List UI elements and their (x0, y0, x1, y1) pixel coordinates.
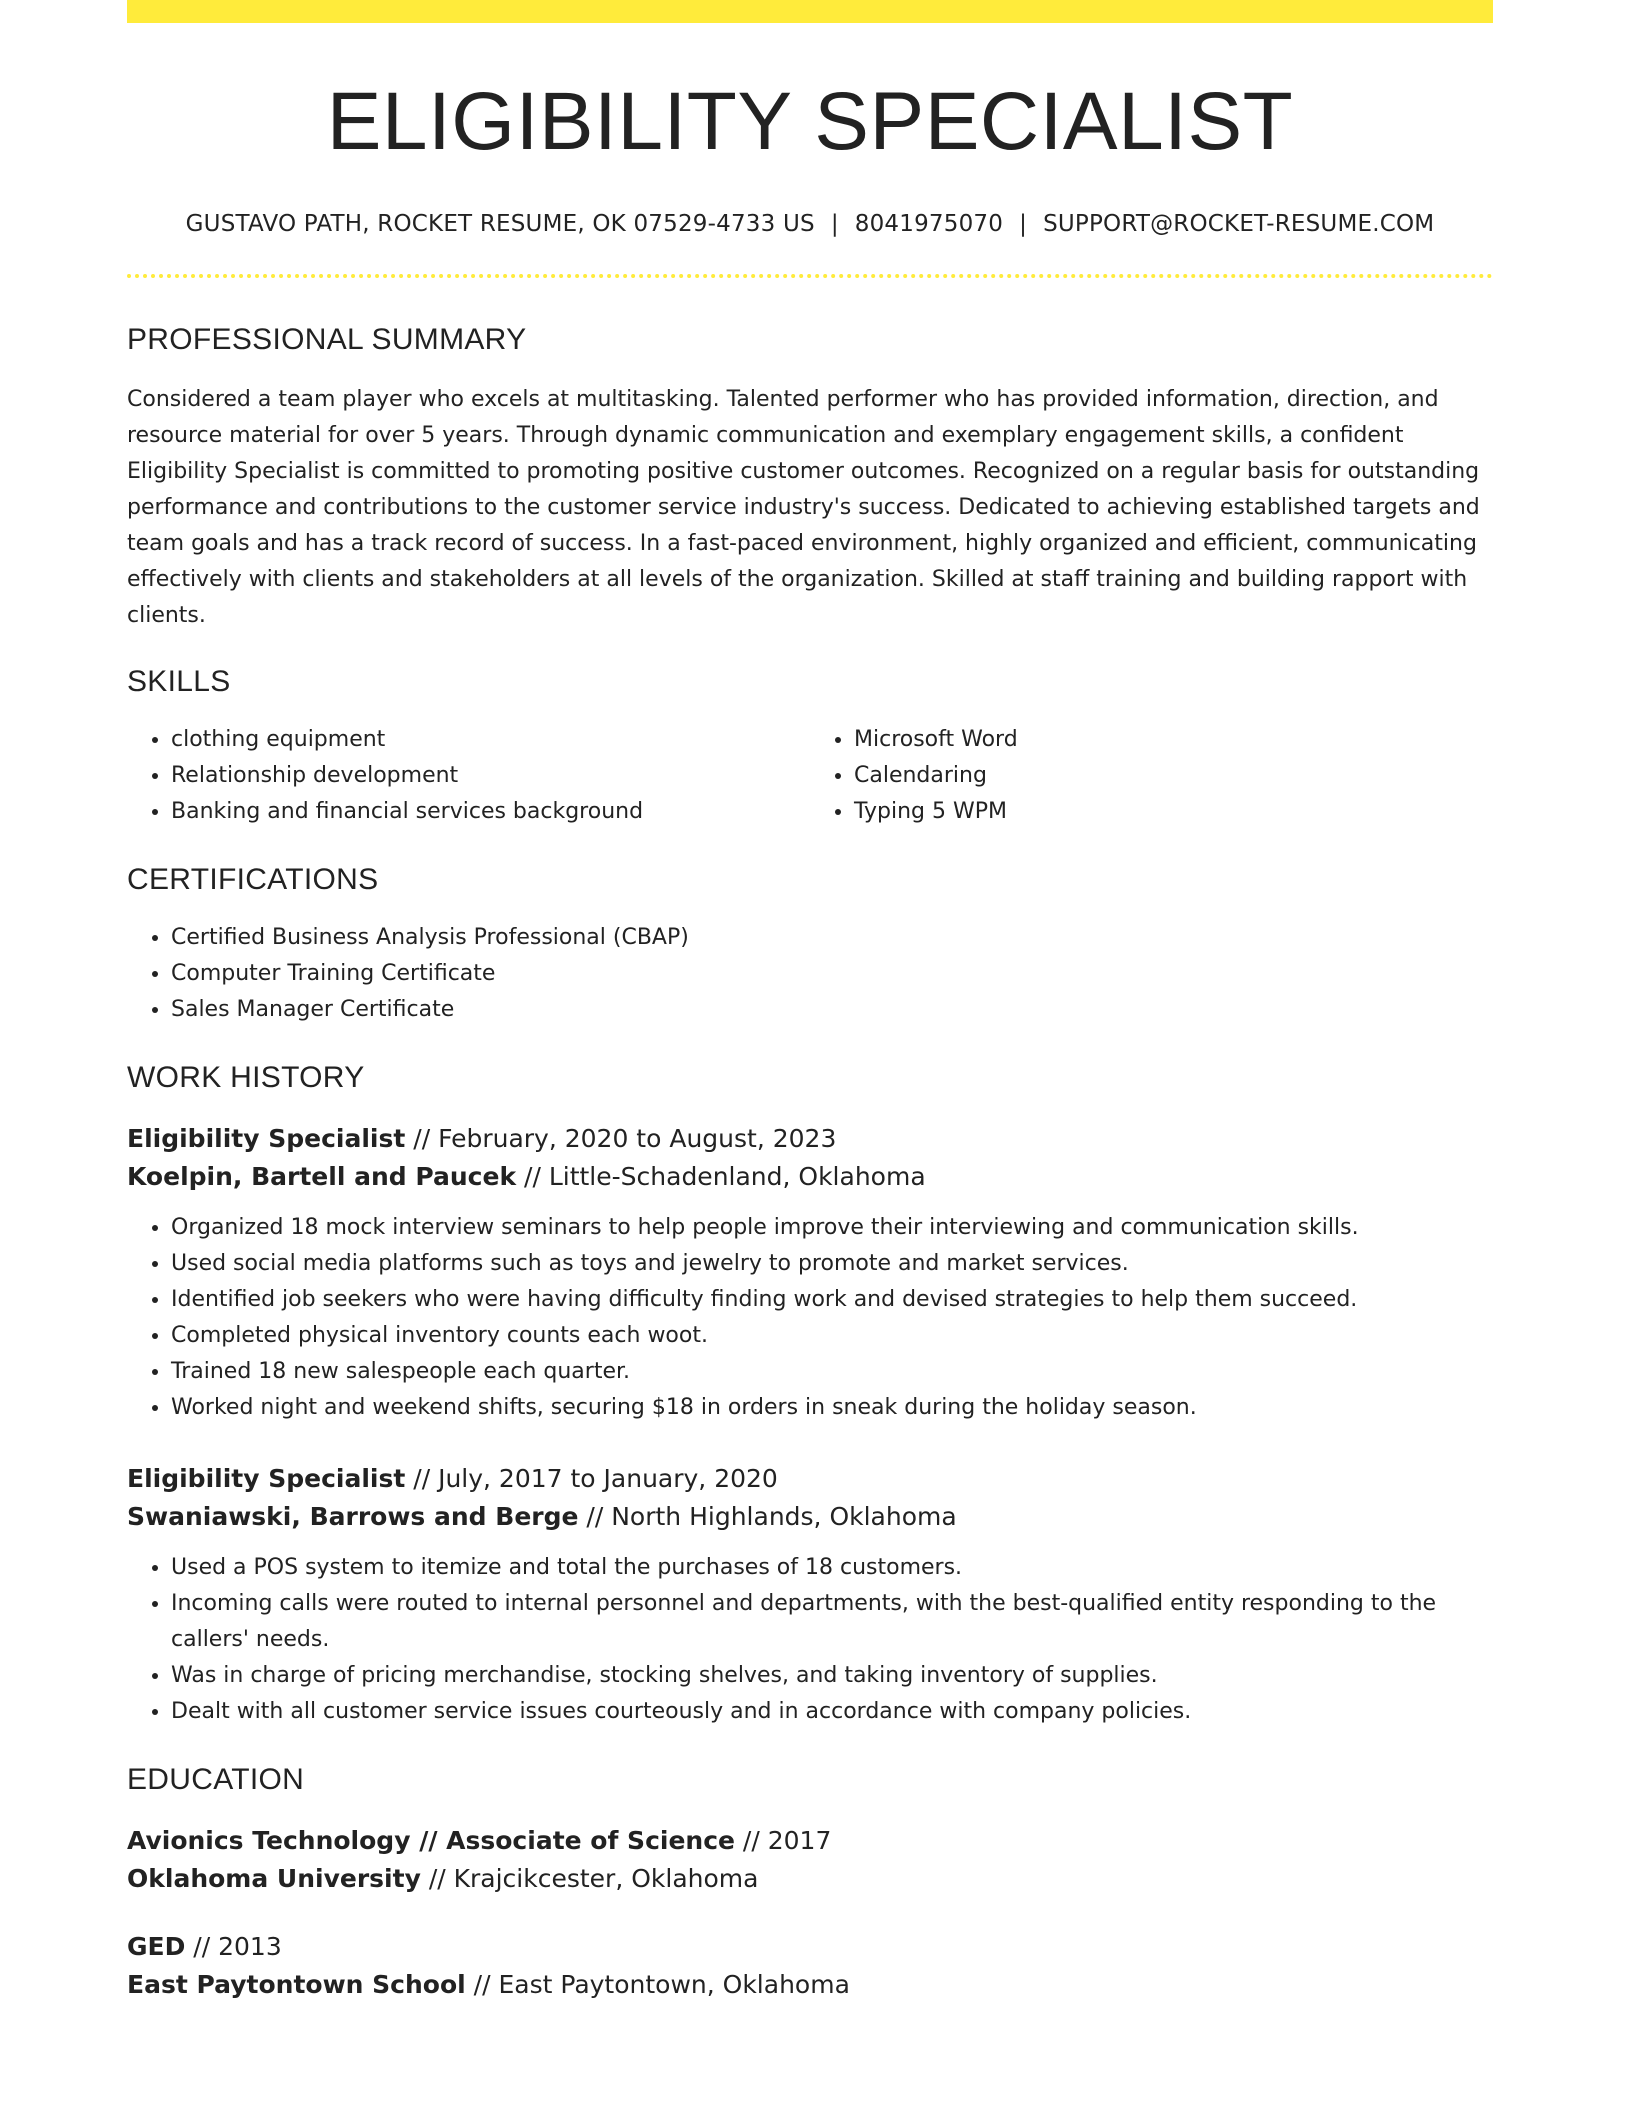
education-degree: GED (127, 1932, 186, 1961)
job-bullet: • Identified job seekers who were having difficulty finding work and devised strategies to help them succeed. (171, 1282, 1493, 1318)
resume-title: ELIGIBILITY SPECIALIST (326, 76, 1294, 167)
education-school: Oklahoma University (127, 1864, 421, 1893)
resume-content (127, 0, 1493, 2004)
job-dates: // July, 2017 to January, 2020 (405, 1464, 778, 1493)
contact-address: GUSTAVO PATH, ROCKET RESUME, OK 07529-4733 US (185, 211, 815, 237)
job-role-line (127, 1460, 1493, 1498)
skill-item: • Microsoft Word (854, 722, 1493, 758)
job-bullet: • Used social media platforms such as toys and jewelry to promote and market services. (171, 1246, 1493, 1282)
certifications-list (127, 920, 1493, 1028)
job-company-line (127, 1498, 1493, 1536)
job-location: // North Highlands, Oklahoma (578, 1502, 957, 1531)
education-entry (127, 1822, 1493, 1898)
job-bullet: • Incoming calls were routed to internal personnel and departments, with the best-qualified entity responding to the callers' needs. (171, 1586, 1493, 1658)
work-history-heading: WORK HISTORY (127, 1061, 365, 1094)
job-company: Koelpin, Bartell and Paucek (127, 1162, 517, 1191)
certification-item: • Certified Business Analysis Professional (CBAP) (171, 920, 1493, 956)
contact-separator: | (830, 211, 839, 237)
job-bullet: • Trained 18 new salespeople each quarter. (171, 1354, 1493, 1390)
job-role-line (127, 1120, 1493, 1158)
summary-heading: PROFESSIONAL SUMMARY (127, 323, 527, 356)
education-location: // Krajcikcester, Oklahoma (420, 1864, 759, 1893)
skill-item: • Typing 5 WPM (854, 794, 1493, 830)
job-location: // Little-Schadenland, Oklahoma (516, 1162, 926, 1191)
contact-phone: 8041975070 (854, 211, 1004, 237)
certification-item: • Computer Training Certificate (171, 956, 1493, 992)
education-year: // 2013 (185, 1932, 282, 1961)
education-location: // East Paytontown, Oklahoma (465, 1970, 850, 1999)
job-bullet: • Dealt with all customer service issues courteously and in accordance with company policies. (171, 1694, 1493, 1730)
job-bullets (127, 1210, 1493, 1426)
contact-line (127, 211, 1493, 237)
certifications-heading: CERTIFICATIONS (127, 863, 379, 896)
certification-item: • Sales Manager Certificate (171, 992, 1493, 1028)
job-role: Eligibility Specialist (127, 1464, 406, 1493)
summary-text: Considered a team player who excels at multitasking. Talented performer who has provided information, direction, and resource material for over 5 years. Through dynamic communication and exemplary engagement skills, a confident Eligibility Specialist is committed to promoting positive customer outcomes. Recognized on a regular basis for outstanding performance and contributions to the customer service industry's success. Dedicated to achieving established targets and team goals and has a track record of success. In a fast-paced environment, highly organized and efficient, communicating effectively with clients and stakeholders at all levels of the organization. Skilled at staff training and building rapport with clients. (127, 387, 1480, 628)
skills-heading: SKILLS (127, 665, 231, 698)
job-bullet: • Used a POS system to itemize and total the purchases of 18 customers. (171, 1550, 1493, 1586)
job-entry-header (127, 1120, 1493, 1196)
job-role: Eligibility Specialist (127, 1124, 406, 1153)
contact-separator: | (1019, 211, 1028, 237)
job-bullet: • Was in charge of pricing merchandise, stocking shelves, and taking inventory of supplies. (171, 1658, 1493, 1694)
skills-columns (127, 722, 1493, 830)
education-school: East Paytontown School (127, 1970, 466, 1999)
education-degree-line (127, 1822, 1493, 1860)
skills-list-right (810, 722, 1493, 830)
skill-item: • Relationship development (171, 758, 810, 794)
skill-item: • Banking and financial services background (171, 794, 810, 830)
education-entry (127, 1928, 1493, 2004)
education-degree: Avionics Technology // Associate of Science (127, 1826, 735, 1855)
job-company-line (127, 1158, 1493, 1196)
education-heading: EDUCATION (127, 1763, 305, 1796)
top-accent-bar (127, 0, 1493, 23)
job-company: Swaniawski, Barrows and Berge (127, 1502, 579, 1531)
job-bullet: • Completed physical inventory counts each woot. (171, 1318, 1493, 1354)
education-school-line (127, 1966, 1493, 2004)
job-dates: // February, 2020 to August, 2023 (405, 1124, 837, 1153)
skill-item: • clothing equipment (171, 722, 810, 758)
contact-email: SUPPORT@ROCKET-RESUME.COM (1043, 211, 1435, 237)
job-bullet: • Worked night and weekend shifts, securing $18 in orders in sneak during the holiday season. (171, 1390, 1493, 1426)
skills-list-left (127, 722, 810, 830)
education-school-line (127, 1860, 1493, 1898)
education-year: // 2017 (734, 1826, 832, 1855)
skill-item: • Calendaring (854, 758, 1493, 794)
job-bullet: • Organized 18 mock interview seminars to help people improve their interviewing and communication skills. (171, 1210, 1493, 1246)
education-degree-line (127, 1928, 1493, 1966)
job-bullets (127, 1550, 1493, 1730)
dotted-divider (127, 274, 1493, 278)
job-entry-header (127, 1460, 1493, 1536)
